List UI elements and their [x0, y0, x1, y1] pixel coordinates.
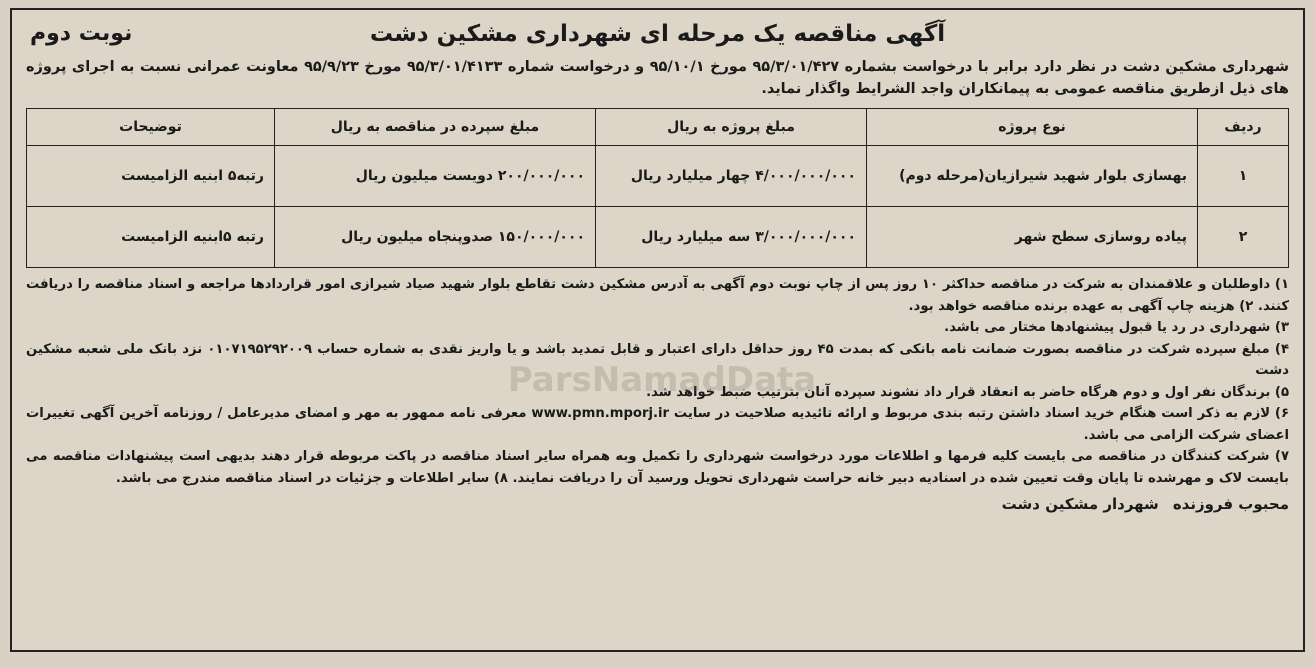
condition-item: ۴) مبلغ سپرده شرکت در مناقصه بصورت ضمانت نامه بانکی که بمدت ۴۵ روز حداقل دارای اعتبار و قابل تمدید باشد و یا واریز نقدی به شماره حساب ۰۱۰۷۱۹۵۲۹۲۰۰۹ نزد بانک ملی شعبه مشکین دشت: [26, 341, 1289, 378]
round-label: نوبت دوم: [30, 21, 133, 46]
cell-project-amount: ۳/۰۰۰/۰۰۰/۰۰۰ سه میلیارد ریال: [596, 207, 867, 268]
condition-item: ۷) شرکت کنندگان در مناقصه می بایست کلیه فرمها و اطلاعات مورد درخواست شهرداری را تکمیل وبه همراه سایر اسناد مناقصه در پاکت مربوطه قرار دهند بدیهی است پیشنهادات مناقصه می بایست لاک و مهرشده تا پایان وقت تعیین شده در اسنادیه دبیر خانه حراست شهرداری تحویل ورسید آن را دریافت نمایند. ۸) سایر اطلاعات و جزئیات در اسناد مناقصه مندرج می باشد.: [26, 449, 1289, 486]
header-project-amount: مبلغ پروژه به ریال: [596, 109, 867, 146]
header-row-number: ردیف: [1198, 109, 1289, 146]
table-row: [27, 146, 1289, 207]
table-header-row: [27, 109, 1289, 146]
notice-header: [26, 14, 1289, 54]
table-row: [27, 207, 1289, 268]
notice-page: [10, 8, 1305, 652]
cell-notes: رتبه۵ ابنیه الزامیست: [27, 146, 275, 207]
condition-item: ۵) برندگان نفر اول و دوم هرگاه حاضر به انعقاد قرار داد نشوند سپرده آنان بترتیب ضبط خواهد شد.: [646, 384, 1289, 400]
condition-item: ۶) لازم به ذکر است هنگام خرید اسناد داشتن رتبه بندی مربوط و ارائه تائیدیه صلاحیت در سایت www.pmn.mporj.ir معرفی نامه ممهور به مهر و امضای مدیرعامل / روزنامه آخرین آگهی تغییرات اعضای شرکت الزامی می باشد.: [26, 406, 1289, 443]
cell-deposit-amount: ۱۵۰/۰۰۰/۰۰۰ صدوپنجاه میلیون ریال: [275, 207, 596, 268]
cell-project-type: پیاده روسازی سطح شهر: [867, 207, 1198, 268]
intro-paragraph: شهرداری مشکین دشت در نظر دارد برابر با درخواست بشماره ۹۵/۳/۰۱/۴۲۷ مورخ ۹۵/۱۰/۱ و درخواست شماره ۹۵/۳/۰۱/۴۱۳۳ مورخ ۹۵/۹/۲۳ معاونت عمرانی نسبت به اجرای پروژه های ذیل ازطریق مناقصه عمومی به پیمانکاران واجد الشرایط واگذار نماید.: [26, 59, 1289, 97]
cell-project-type: بهسازی بلوار شهید شیرازیان(مرحله دوم): [867, 146, 1198, 207]
signature-block: [26, 495, 1289, 513]
conditions-list: [26, 274, 1289, 489]
signer-position: شهردار مشکین دشت: [1001, 495, 1159, 513]
cell-row-number: ۲: [1198, 207, 1289, 268]
projects-table: [26, 108, 1289, 268]
header-deposit-amount: مبلغ سپرده در مناقصه به ریال: [275, 109, 596, 146]
watermark-text: ParsNamadData: [507, 360, 817, 400]
header-project-type: نوع پروژه: [867, 109, 1198, 146]
header-notes: توضیحات: [27, 109, 275, 146]
cell-deposit-amount: ۲۰۰/۰۰۰/۰۰۰ دویست میلیون ریال: [275, 146, 596, 207]
condition-item: ۱) داوطلبان و علاقمندان به شرکت در مناقصه حداکثر ۱۰ روز پس از چاپ نوبت دوم آگهی به آدرس مشکین دشت تقاطع بلوار شهید صیاد شیرازی امور قراردادها مراجعه و اسناد مناقصه را دریافت کنند. ۲) هزینه چاپ آگهی به عهده برنده مناقصه خواهد بود.: [26, 277, 1289, 314]
cell-project-amount: ۴/۰۰۰/۰۰۰/۰۰۰ چهار میلیارد ریال: [596, 146, 867, 207]
signer-name: محبوب فروزنده: [1172, 495, 1289, 513]
cell-row-number: ۱: [1198, 146, 1289, 207]
cell-notes: رتبه ۵ابنیه الزامیست: [27, 207, 275, 268]
condition-item: ۳) شهرداری در رد یا قبول پیشنهادها مختار می باشد.: [944, 320, 1289, 335]
notice-title: آگهی مناقصه یک مرحله ای شهرداری مشکین دشت: [369, 21, 946, 47]
